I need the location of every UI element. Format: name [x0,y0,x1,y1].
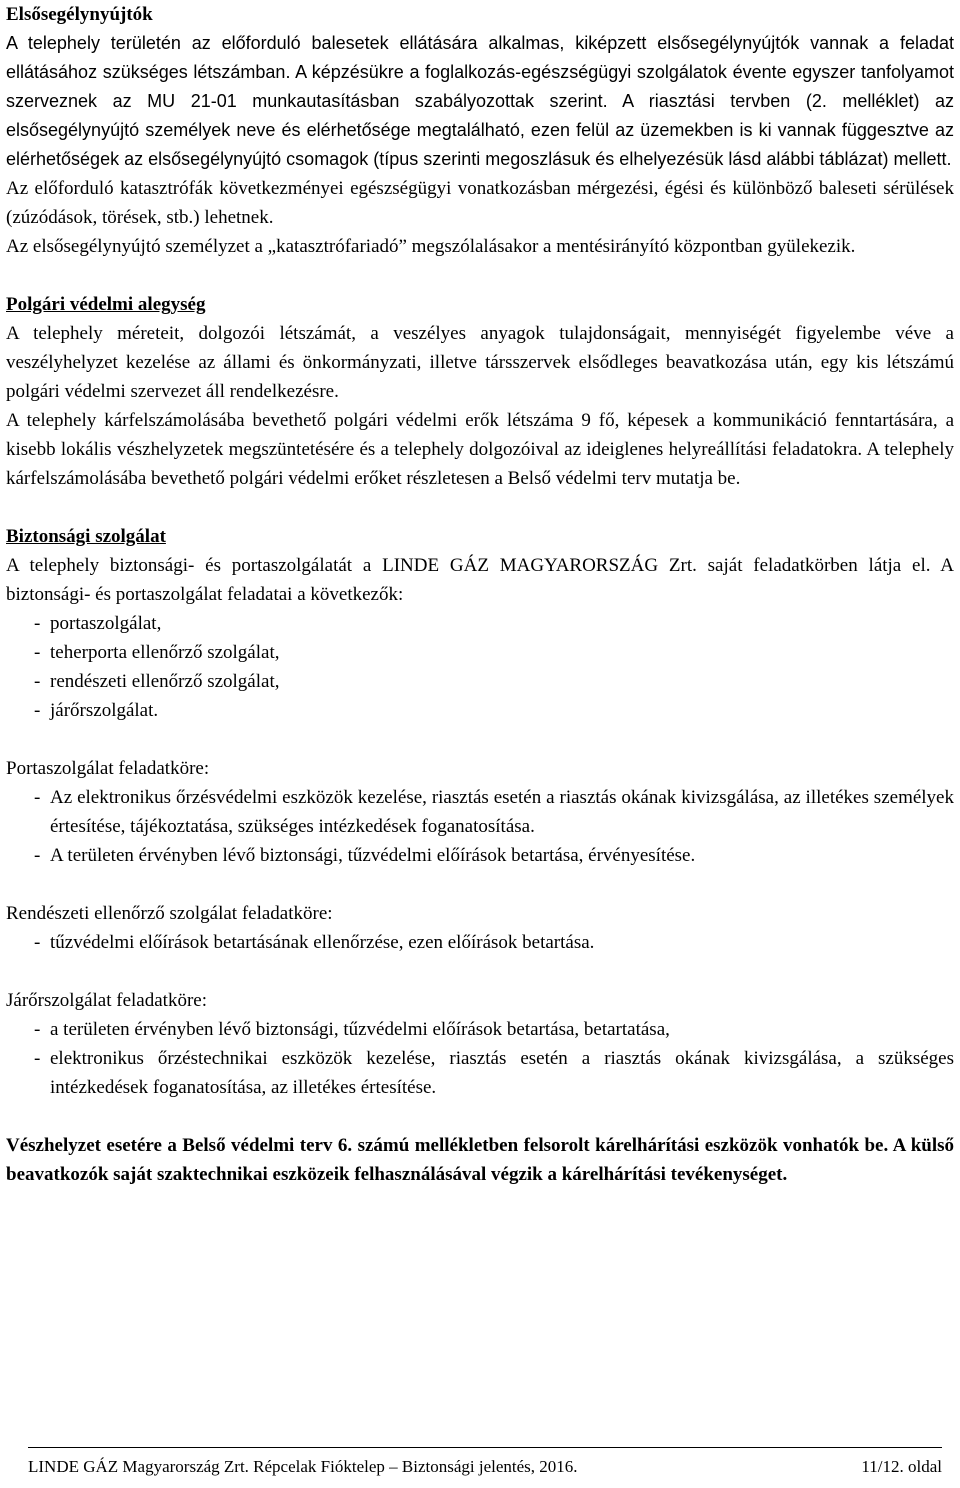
footer-divider [28,1447,942,1448]
first-aid-paragraph-2: Az előforduló katasztrófák következményei egészségügyi vonatkozásban mérgezési, égési és különböző baleseti sérülések (zúzódások, törések, stb.) lehetnek. [6,178,954,228]
list-item: - teherporta ellenőrző szolgálat, [34,642,280,663]
list-item: - járőrszolgálat. [34,700,159,721]
document-page [6,0,954,1189]
gate-duty-list [6,783,954,870]
footer-document-title: LINDE GÁZ Magyarország Zrt. Répcelak Fióktelep – Biztonsági jelentés, 2016. [28,1457,578,1476]
civil-defense-paragraph-1: A telephely méreteit, dolgozói létszámát, a veszélyes anyagok tulajdonságait, mennyiségét figyelembe véve a veszélyhelyzet kezelése az állami és önkormányzati, illetve társszervek elsődleges beavatkozása után, egy kis létszámú polgári védelmi szervezet áll rendelkezésre. [6,323,954,402]
emergency-note: Vészhelyzet esetére a Belső védelmi terv 6. számú mellékletben felsorolt kárelhárítási eszközök vonhatók be. A külső beavatkozók saját szaktechnikai eszközeik felhasználásával végzik a kárelhárítási tevékenységet. [6,1135,954,1185]
patrol-duty-title: Járőrszolgálat feladatköre: [6,990,207,1011]
first-aid-paragraph-1: A telephely területén az előforduló balesetek ellátására alkalmas, kiképzett elsősegélynyújtók vannak a feladat ellátásához szükséges létszámban. A képzésükre a foglalkozás-egészségügyi szolgálatok évente egyszer tanfolyamot szerveznek az MU 21-01 munkautasításban szabályozottak szerint. A riasztási tervben (2. melléklet) az elsősegélynyújtó személyek neve és elérhetősége megtalálható, ezen felül az üzemekben is ki vannak függesztve az elérhetőségek az elsősegélynyújtó csomagok (típus szerinti megoszlásuk és elhelyezésük lásd alábbi táblázat) mellett. [6,33,954,169]
section-title-security: Biztonsági szolgálat [6,526,166,547]
section-title-first-aid: Elsősegélynyújtók [6,4,153,25]
section-title-civil-defense: Polgári védelmi alegység [6,294,206,315]
enforcement-duty-list [6,928,954,957]
gate-duty-title: Portaszolgálat feladatköre: [6,758,210,779]
security-paragraph: A telephely biztonsági- és portaszolgálatát a LINDE GÁZ MAGYARORSZÁG Zrt. saját feladatkörben látja el. A biztonsági- és portaszolgálat feladatai a következők: [6,555,954,605]
civil-defense-paragraph-2: A telephely kárfelszámolásába bevethető polgári védelmi erők létszáma 9 fő, képesek a kommunikáció fenntartására, a kisebb lokális vészhelyzetek megszüntetésére és a telephely dolgozóival az ideiglenes helyreállítási feladatokra. A telephely kárfelszámolásába bevethető polgári védelmi erőket részletesen a Belső védelmi terv mutatja be. [6,410,954,489]
list-item: - rendészeti ellenőrző szolgálat, [34,671,280,692]
list-item: - tűzvédelmi előírások betartásának ellenőrzése, ezen előírások betartása. [34,932,595,953]
list-item: - portaszolgálat, [34,613,162,634]
list-item: - elektronikus őrzéstechnikai eszközök kezelése, riasztás esetén a riasztás okának kivizsgálása, a szükséges intézkedések foganatosítása, az illetékes értesítése. [34,1048,954,1098]
list-item: - A területen érvényben lévő biztonsági, tűzvédelmi előírások betartása, érvényesítése. [34,845,696,866]
patrol-duty-list [6,1015,954,1102]
footer-page-number: 11/12. oldal [861,1457,942,1476]
security-task-list [6,609,954,725]
enforcement-duty-title: Rendészeti ellenőrző szolgálat feladatköre: [6,903,333,924]
list-item: - a területen érvényben lévő biztonsági, tűzvédelmi előírások betartása, betartatása, [34,1019,670,1040]
list-item: - Az elektronikus őrzésvédelmi eszközök kezelése, riasztás esetén a riasztás okának kivizsgálása, az illetékes személyek értesítése, tájékoztatása, szükséges intézkedések foganatosítása. [34,787,954,837]
page-footer [28,1455,942,1479]
first-aid-paragraph-3: Az elsősegélynyújtó személyzet a „katasztrófariadó” megszólalásakor a mentésirányító központban gyülekezik. [6,236,856,257]
